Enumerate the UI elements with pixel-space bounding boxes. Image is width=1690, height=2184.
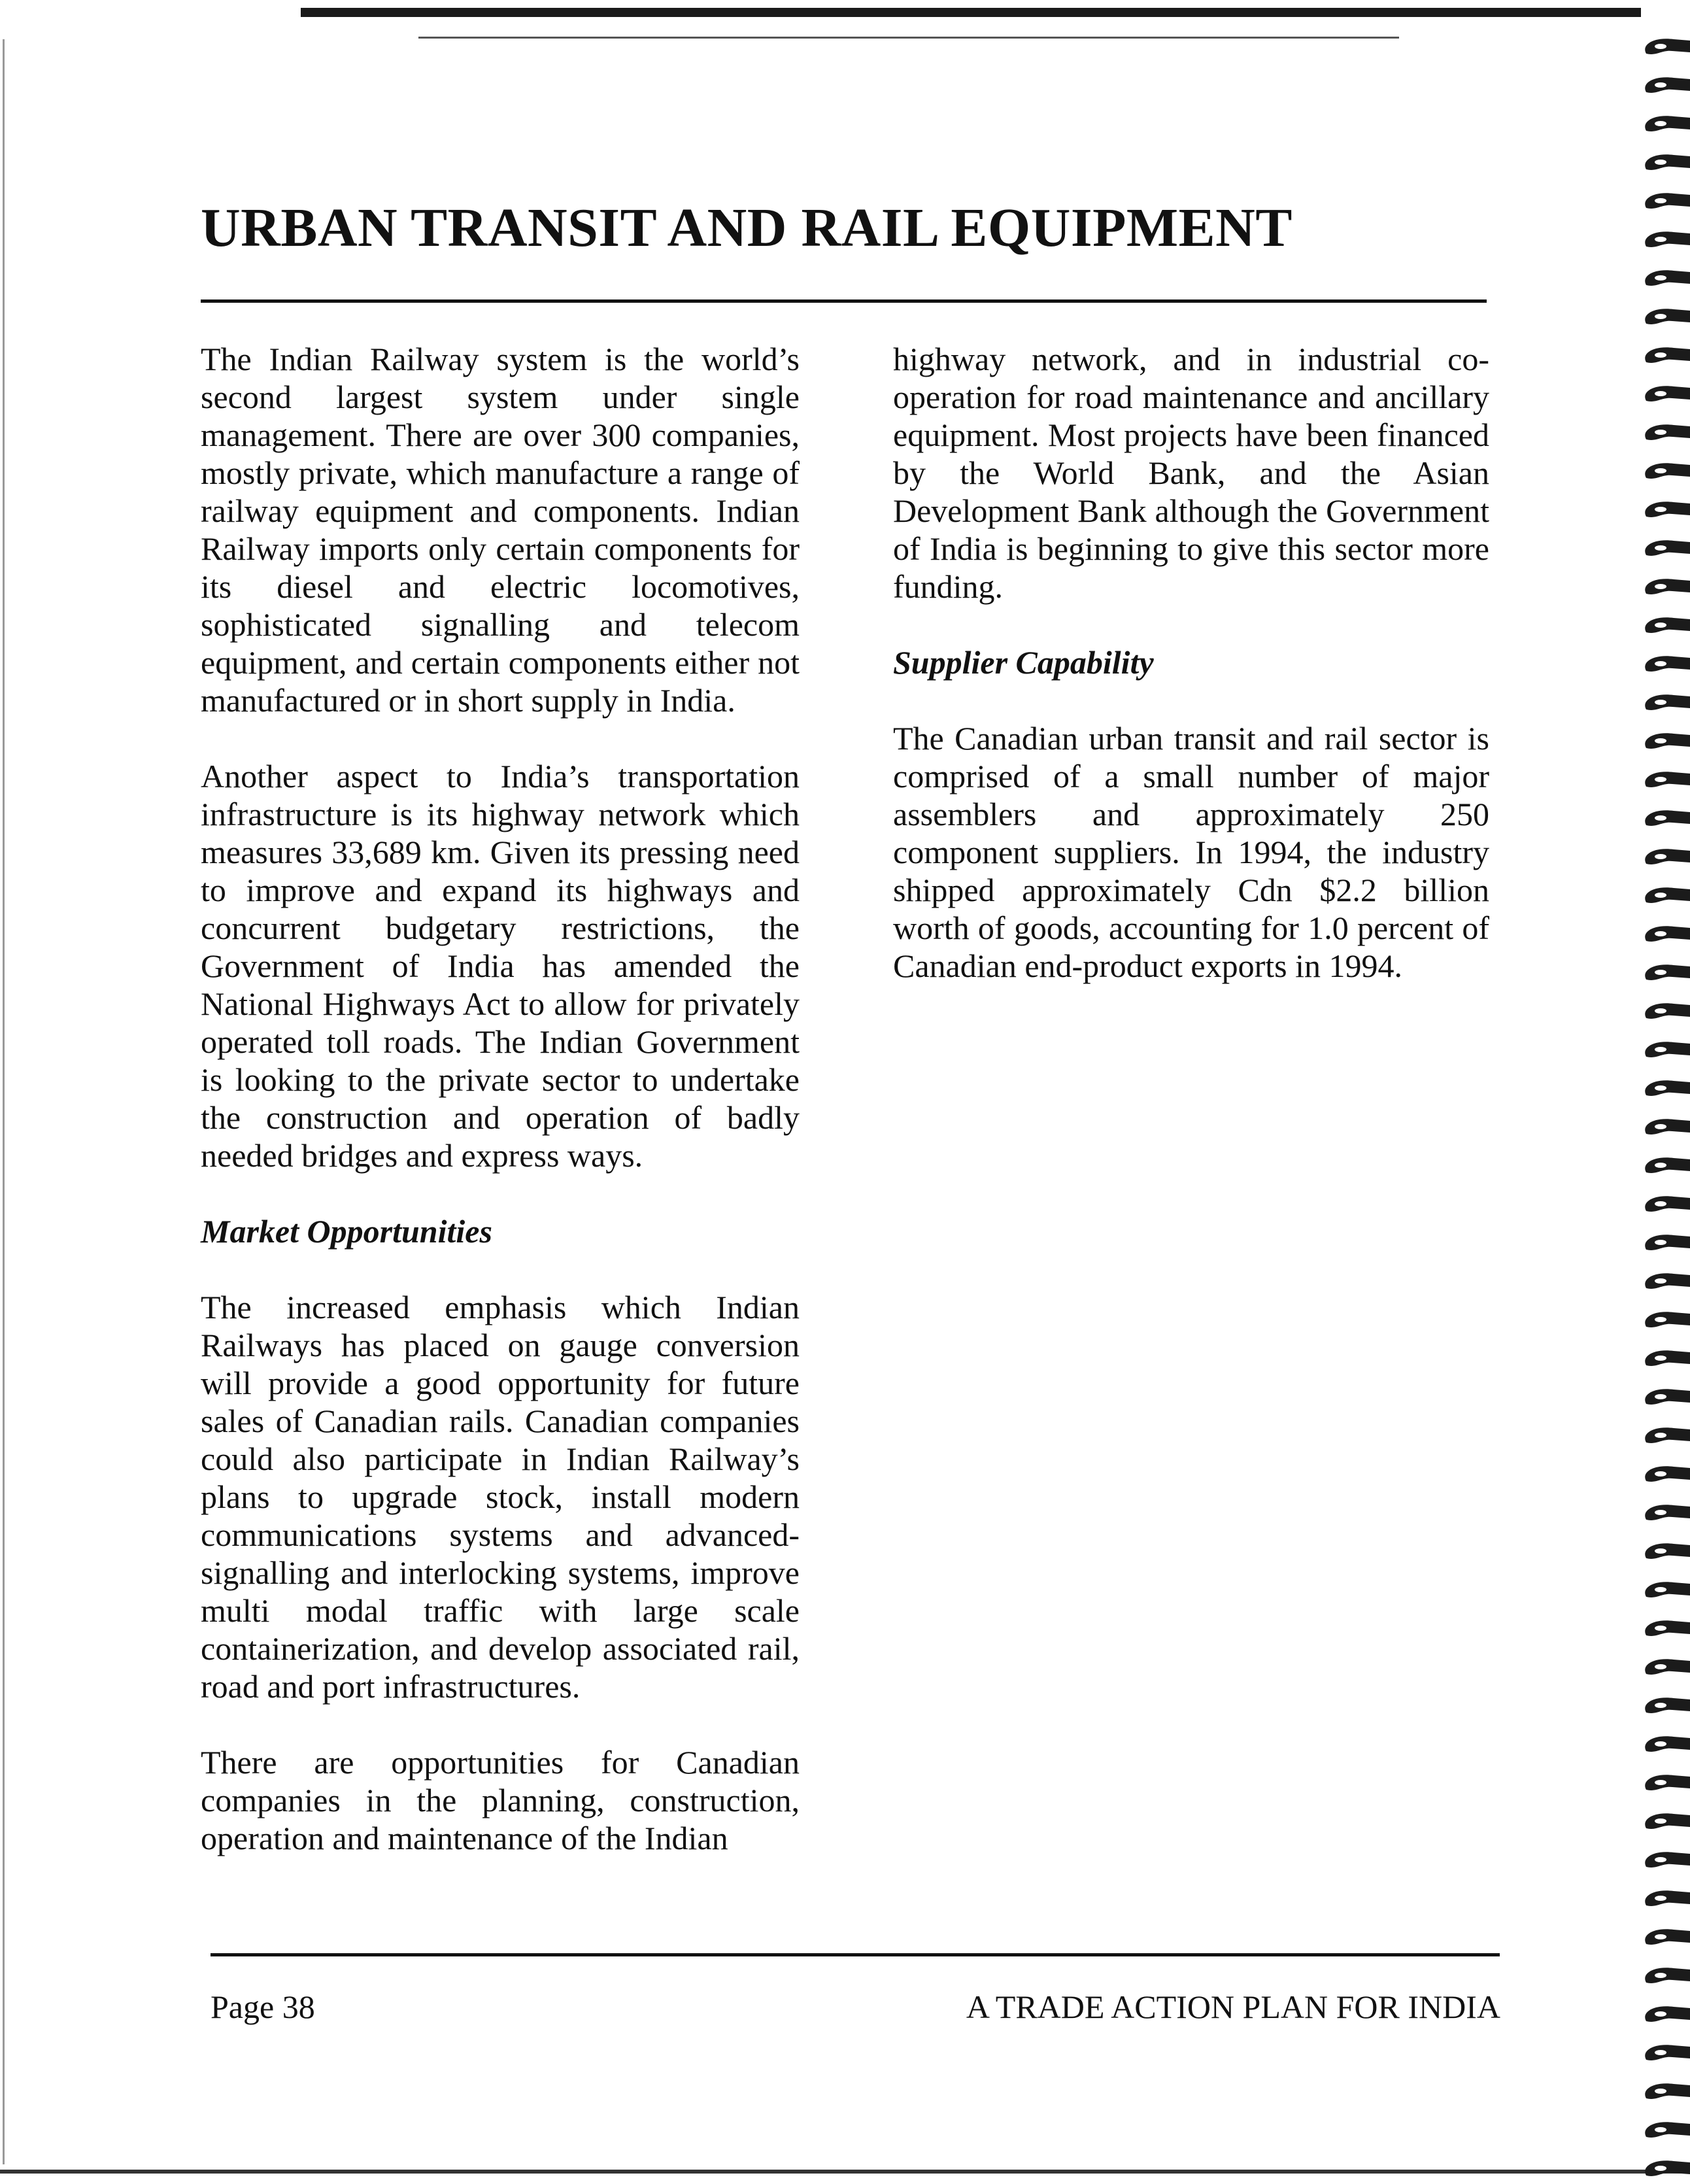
binding-loop	[1645, 579, 1690, 594]
binding-loop	[1645, 1042, 1690, 1057]
binding-loop	[1645, 1080, 1690, 1096]
page-number: Page 38	[211, 1988, 315, 2025]
binding-loop	[1645, 849, 1690, 864]
binding-loop	[1645, 502, 1690, 517]
scan-bottom-edge	[0, 2170, 1690, 2174]
left-column	[201, 340, 800, 1895]
binding-loop	[1645, 1157, 1690, 1173]
binding-loop	[1645, 1273, 1690, 1289]
paragraph: The Canadian urban transit and rail sector is comprised of a small number of major assemblers and approximately 250 component suppliers. In 1994, the industry shipped approximately Cdn $2.2 billion worth of goods, accounting for 1.0 percent of Canadian end-product exports in 1994.	[893, 720, 1489, 984]
binding-loop	[1645, 733, 1690, 749]
binding-loop	[1645, 1852, 1690, 1868]
binding-loop	[1645, 926, 1690, 942]
binding-loop	[1645, 1119, 1690, 1135]
binding-loop	[1645, 810, 1690, 826]
binding-loop	[1645, 1235, 1690, 1250]
spiral-binding	[1634, 0, 1690, 2184]
scan-top-line	[418, 37, 1399, 39]
binding-loop	[1645, 1813, 1690, 1829]
binding-loop	[1645, 1350, 1690, 1366]
section-heading-market-opportunities: Market Opportunities	[201, 1213, 492, 1250]
binding-loop	[1645, 656, 1690, 672]
spiral-binding-graphic	[1634, 0, 1690, 2184]
binding-loop	[1645, 1929, 1690, 1945]
binding-loop	[1645, 1543, 1690, 1559]
binding-loop	[1645, 193, 1690, 209]
binding-loop	[1645, 77, 1690, 93]
binding-loop	[1645, 2083, 1690, 2099]
binding-loop	[1645, 1505, 1690, 1520]
paragraph: There are opportunities for Canadian companies in the planning, construction, operation and maintenance of the Indian	[201, 1744, 800, 1856]
binding-loop	[1645, 1698, 1690, 1713]
binding-loop	[1645, 2006, 1690, 2022]
binding-loop	[1645, 2122, 1690, 2138]
footer-divider	[211, 1953, 1500, 1956]
binding-loop	[1645, 39, 1690, 54]
right-column	[893, 340, 1489, 1023]
binding-loop	[1645, 1968, 1690, 1983]
binding-loop	[1645, 1582, 1690, 1597]
binding-loop	[1645, 694, 1690, 710]
binding-loop	[1645, 1389, 1690, 1405]
binding-loop	[1645, 463, 1690, 479]
binding-loop	[1645, 887, 1690, 903]
paragraph: The Indian Railway system is the world’s second largest system under single management. There are over 300 companies, mostly private, which manufacture a range of railway equipment and components. Indian Railway imports only certain components for its diesel and electric locomotives, sophisticated signalling and telecom equipment, and certain components either not manufactured or in short supply in India.	[201, 341, 800, 719]
paragraph: The increased emphasis which Indian Railways has placed on gauge conversion will provide a good opportunity for future sales of Canadian rails. Canadian companies could also participate in Indian Railway’s plans to upgrade stock, install modern communications systems and advanced-signalling and interlocking systems, improve multi modal traffic with large scale containerization, and develop associated rail, road and port infrastructures.	[201, 1289, 800, 1705]
binding-loop	[1645, 617, 1690, 633]
binding-loop	[1645, 116, 1690, 131]
publication-title: A TRADE ACTION PLAN FOR INDIA	[966, 1988, 1500, 2025]
binding-loop	[1645, 1427, 1690, 1443]
title-divider	[201, 299, 1487, 303]
scan-left-edge	[3, 39, 5, 2164]
binding-loop	[1645, 386, 1690, 401]
binding-loop	[1645, 1312, 1690, 1327]
binding-loop	[1645, 270, 1690, 286]
page-title: URBAN TRANSIT AND RAIL EQUIPMENT	[201, 197, 1293, 258]
binding-loop	[1645, 231, 1690, 247]
paragraph: Another aspect to India’s transportation infrastructure is its highway network which measures 33,689 km. Given its pressing need to improve and expand its highways and concurrent budgetary restrictions, the Government of India has amended the National Highways Act to allow for privately operated toll roads. The Indian Government is looking to the private sector to undertake the construction and operation of badly needed bridges and express ways.	[201, 758, 800, 1174]
binding-loop	[1645, 1659, 1690, 1675]
binding-loop	[1645, 772, 1690, 787]
binding-loop	[1645, 309, 1690, 324]
scan-top-edge	[301, 8, 1641, 17]
binding-loop	[1645, 1196, 1690, 1212]
paragraph: highway network, and in industrial co-operation for road maintenance and ancillary equipment. Most projects have been financed by the World Bank, and the Asian Development Bank although the Government of India is beginning to give this sector more funding.	[893, 341, 1489, 605]
binding-loop	[1645, 540, 1690, 556]
section-heading-supplier-capability: Supplier Capability	[893, 644, 1154, 681]
binding-loop	[1645, 1890, 1690, 1906]
binding-loop	[1645, 1466, 1690, 1482]
binding-loop	[1645, 964, 1690, 980]
binding-loop	[1645, 1736, 1690, 1752]
binding-loop	[1645, 1775, 1690, 1790]
binding-loop	[1645, 2160, 1690, 2176]
binding-loop	[1645, 2045, 1690, 2060]
binding-loop	[1645, 347, 1690, 363]
binding-loop	[1645, 1620, 1690, 1636]
binding-loop	[1645, 424, 1690, 440]
binding-loop	[1645, 154, 1690, 170]
binding-loop	[1645, 1003, 1690, 1019]
